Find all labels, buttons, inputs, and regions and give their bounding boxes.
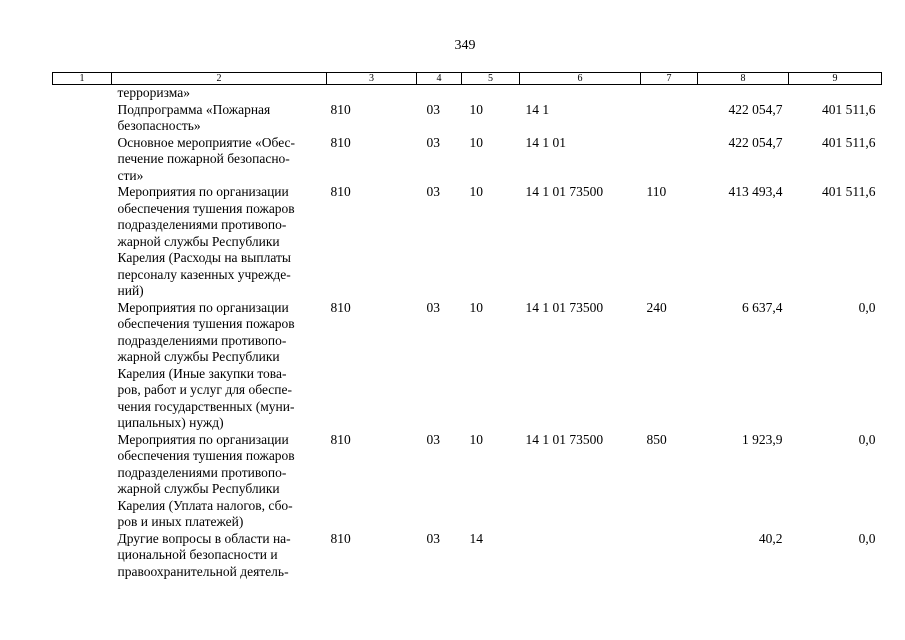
cell-c7 [641,531,698,581]
cell-c6: 14 1 01 73500 [525,431,604,447]
cell-c8: 422 054,7 [728,134,783,150]
cell-c9: 0,0 [858,299,876,315]
table-body [53,85,882,581]
item-name-line: Мероприятия по организации [117,431,289,447]
cell-c6: 14 1 [525,101,550,117]
cell-item-name [112,102,327,135]
cell-c5: 14 [469,530,483,546]
cell-c8: 40,2 [758,530,783,546]
cell-c3: 810 [330,134,351,150]
cell-col-1 [53,135,112,185]
cell-c3: 810 [330,299,351,315]
item-name-line: подразделениями противопо- [117,332,287,348]
cell-c6: 14 1 01 73500 [525,299,604,315]
table-row [53,135,882,185]
item-name-line: циональной безопасности и [117,547,278,562]
item-name-line: терроризма» [117,85,190,100]
table-row [53,184,882,300]
cell-col-1 [53,531,112,581]
cell-c5: 10 [469,299,483,315]
cell-c9: 401 511,6 [822,134,876,150]
cell-c3: 810 [330,530,351,546]
item-name-line: Карелия (Иные закупки това- [117,365,287,381]
cell-c4: 03 [426,184,440,199]
item-name-line: жарной службы Республики [117,349,280,364]
column-header: 5 [462,73,520,85]
cell-c8: 6 637,4 [742,299,783,315]
item-name-line: обеспечения тушения пожаров [117,448,295,463]
cell-col-1 [53,184,112,300]
cell-c9: 0,0 [858,431,876,447]
item-name-line: Подпрограмма «Пожарная [117,101,271,117]
cell-c4: 03 [426,101,440,117]
cell-c9: 401 511,6 [822,101,876,117]
cell-c7 [641,135,698,185]
item-name-line: Мероприятия по организации [117,299,289,315]
cell-c8: 1 923,9 [742,431,783,447]
item-name-line: сти» [117,167,144,183]
cell-c9 [789,85,882,102]
cell-item-name [112,135,327,185]
item-name-line: обеспечения тушения пожаров [117,200,295,216]
cell-c4 [417,85,462,102]
cell-c5: 10 [469,134,483,150]
cell-c3 [327,85,417,102]
item-name-line: Мероприятия по организации [117,184,289,199]
item-name-line: правоохранительной деятель- [117,563,289,579]
column-header: 7 [641,73,698,85]
item-name-line: жарной службы Республики [117,481,280,496]
cell-c7 [641,85,698,102]
budget-table [52,72,882,580]
cell-c4: 03 [426,530,440,546]
item-name-line: персоналу казенных учрежде- [117,266,291,282]
column-header: 1 [53,73,112,85]
table-row [53,102,882,135]
item-name-line: ров, работ и услуг для обеспе- [117,382,292,397]
cell-c4: 03 [426,299,440,315]
item-name-line: жарной службы Республики [117,233,280,249]
column-header: 8 [698,73,789,85]
item-name-line: Другие вопросы в области на- [117,530,291,546]
cell-col-1 [53,300,112,432]
column-header: 3 [327,73,417,85]
cell-c5: 10 [469,184,483,199]
cell-c3: 810 [330,184,351,199]
table-row [53,531,882,581]
cell-item-name [112,85,327,102]
item-name-line: ний) [117,283,144,298]
table-row [53,432,882,531]
item-name-line: печение пожарной безопасно- [117,151,290,166]
item-name-line: Основное мероприятие «Обес- [117,134,296,150]
cell-item-name [112,300,327,432]
cell-c3: 810 [330,101,351,117]
cell-c3: 810 [330,431,351,447]
cell-col-1 [53,432,112,531]
cell-c5: 10 [469,101,483,117]
cell-c7 [641,102,698,135]
cell-c7: 110 [646,184,667,199]
column-header: 9 [789,73,882,85]
cell-c7: 850 [646,431,667,447]
cell-c8: 422 054,7 [728,101,783,117]
cell-col-1 [53,102,112,135]
column-header: 6 [520,73,641,85]
cell-c5 [462,85,520,102]
column-header: 4 [417,73,462,85]
cell-c4: 03 [426,134,440,150]
cell-c7: 240 [646,299,667,315]
cell-c8 [698,85,789,102]
item-name-line: Карелия (Расходы на выплаты [117,250,291,265]
cell-c8: 413 493,4 [728,184,783,199]
table-row [53,300,882,432]
cell-item-name [112,432,327,531]
column-header: 2 [112,73,327,85]
item-name-line: подразделениями противопо- [117,217,287,232]
cell-c4: 03 [426,431,440,447]
cell-c6 [520,85,641,102]
cell-c6: 14 1 01 [525,134,566,150]
table-row [53,85,882,102]
cell-item-name [112,184,327,300]
item-name-line: чения государственных (муни- [117,398,295,414]
page-number: 349 [454,38,476,53]
column-header-row [53,73,882,85]
item-name-line: безопасность» [117,118,201,133]
cell-c6: 14 1 01 73500 [525,184,604,199]
cell-c9: 401 511,6 [822,184,876,199]
cell-c5: 10 [469,431,483,447]
cell-c9: 0,0 [858,530,876,546]
item-name-line: ципальных) нужд) [117,415,224,430]
item-name-line: Карелия (Уплата налогов, сбо- [117,497,293,513]
cell-c6 [520,531,641,581]
cell-item-name [112,531,327,581]
item-name-line: обеспечения тушения пожаров [117,316,295,331]
item-name-line: подразделениями противопо- [117,464,287,480]
cell-col-1 [53,85,112,102]
item-name-line: ров и иных платежей) [117,514,244,529]
